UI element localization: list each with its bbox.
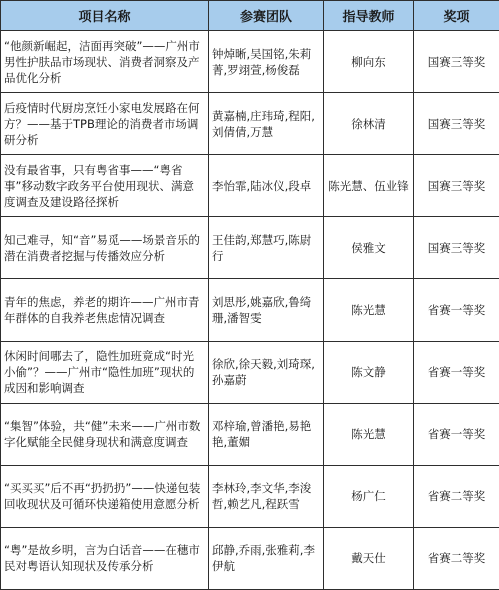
table-header xyxy=(1,1,499,31)
award-cell: 省赛一等奖 xyxy=(414,279,499,341)
project-name-cell: “集智”体验，共“健”未来——广州市数字化赋能全民健身现状和满意度调查 xyxy=(1,403,209,465)
team-cell: 王佳韵,郑慧巧,陈尉行 xyxy=(209,217,324,279)
table-row xyxy=(1,155,499,217)
table-row xyxy=(1,31,499,93)
teacher-cell: 徐林清 xyxy=(324,93,414,155)
team-cell: 邓梓瑜,曾潘艳,易艳艳,董媚 xyxy=(209,403,324,465)
team-cell: 刘思彤,姚嘉欣,鲁绮珊,潘智雯 xyxy=(209,279,324,341)
teacher-cell: 陈光慧、伍业锋 xyxy=(324,155,414,217)
award-cell: 国赛三等奖 xyxy=(414,93,499,155)
teacher-cell: 柳向东 xyxy=(324,31,414,93)
project-name-cell: 青年的焦虑，养老的期许——广州市青年群体的自我养老焦虑情况调查 xyxy=(1,279,209,341)
team-cell: 黄嘉楠,庄玮琦,程阳,刘倩倩,万慧 xyxy=(209,93,324,155)
award-cell: 省赛二等奖 xyxy=(414,527,499,589)
award-cell: 国赛三等奖 xyxy=(414,217,499,279)
table-row xyxy=(1,217,499,279)
table-row xyxy=(1,93,499,155)
teacher-cell: 陈光慧 xyxy=(324,279,414,341)
table-body xyxy=(1,31,499,590)
award-cell: 省赛二等奖 xyxy=(414,465,499,527)
team-cell: 徐欣,徐天毅,刘琦琛,孙嘉蔚 xyxy=(209,341,324,403)
team-cell: 邱静,乔雨,张雅莉,李伊航 xyxy=(209,527,324,589)
header-project-name: 项目名称 xyxy=(1,1,209,31)
project-name-cell: 后疫情时代厨房烹饪小家电发展路在何方？——基于TPB理论的消费者市场调研分析 xyxy=(1,93,209,155)
teacher-cell: 陈光慧 xyxy=(324,403,414,465)
table-row xyxy=(1,341,499,403)
award-cell: 国赛三等奖 xyxy=(414,31,499,93)
project-name-cell: “买买买”后不再“扔扔扔”——快递包装回收现状及可循环快递箱使用意愿分析 xyxy=(1,465,209,527)
teacher-cell: 戴天仕 xyxy=(324,527,414,589)
team-cell: 钟焯晰,吴国铭,朱莉菁,罗翊萱,杨俊磊 xyxy=(209,31,324,93)
header-row xyxy=(1,1,499,31)
teacher-cell: 陈文静 xyxy=(324,341,414,403)
project-name-cell: 休闲时间哪去了，隐性加班竟成“时光小偷”？——广州市“隐性加班”现状的成因和影响调查 xyxy=(1,341,209,403)
project-name-cell: 知己难寻，知“音”易觅——场景音乐的潜在消费者挖掘与传播效应分析 xyxy=(1,217,209,279)
header-team: 参赛团队 xyxy=(209,1,324,31)
team-cell: 李怡霏,陆冰仪,段卓 xyxy=(209,155,324,217)
award-cell: 省赛一等奖 xyxy=(414,341,499,403)
table-row xyxy=(1,279,499,341)
teacher-cell: 侯雅文 xyxy=(324,217,414,279)
project-name-cell: “粤”是故乡明，言为白话音——在穗市民对粤语认知现状及传承分析 xyxy=(1,527,209,589)
teacher-cell: 杨广仁 xyxy=(324,465,414,527)
project-name-cell: “他颜新崛起，洁面再突破”——广州市男性护肤品市场现状、消费者洞察及产品优化分析 xyxy=(1,31,209,93)
project-name-cell: 没有最省事，只有粤省事——“粤省事”移动数字政务平台使用现状、满意度调查及建设路径探析 xyxy=(1,155,209,217)
table-row xyxy=(1,465,499,527)
header-award: 奖项 xyxy=(414,1,499,31)
team-cell: 李林玲,李文华,李浚哲,赖艺凡,程跃雪 xyxy=(209,465,324,527)
table-row xyxy=(1,527,499,589)
award-cell: 国赛三等奖 xyxy=(414,155,499,217)
table-row xyxy=(1,403,499,465)
award-cell: 省赛一等奖 xyxy=(414,403,499,465)
header-teacher: 指导教师 xyxy=(324,1,414,31)
